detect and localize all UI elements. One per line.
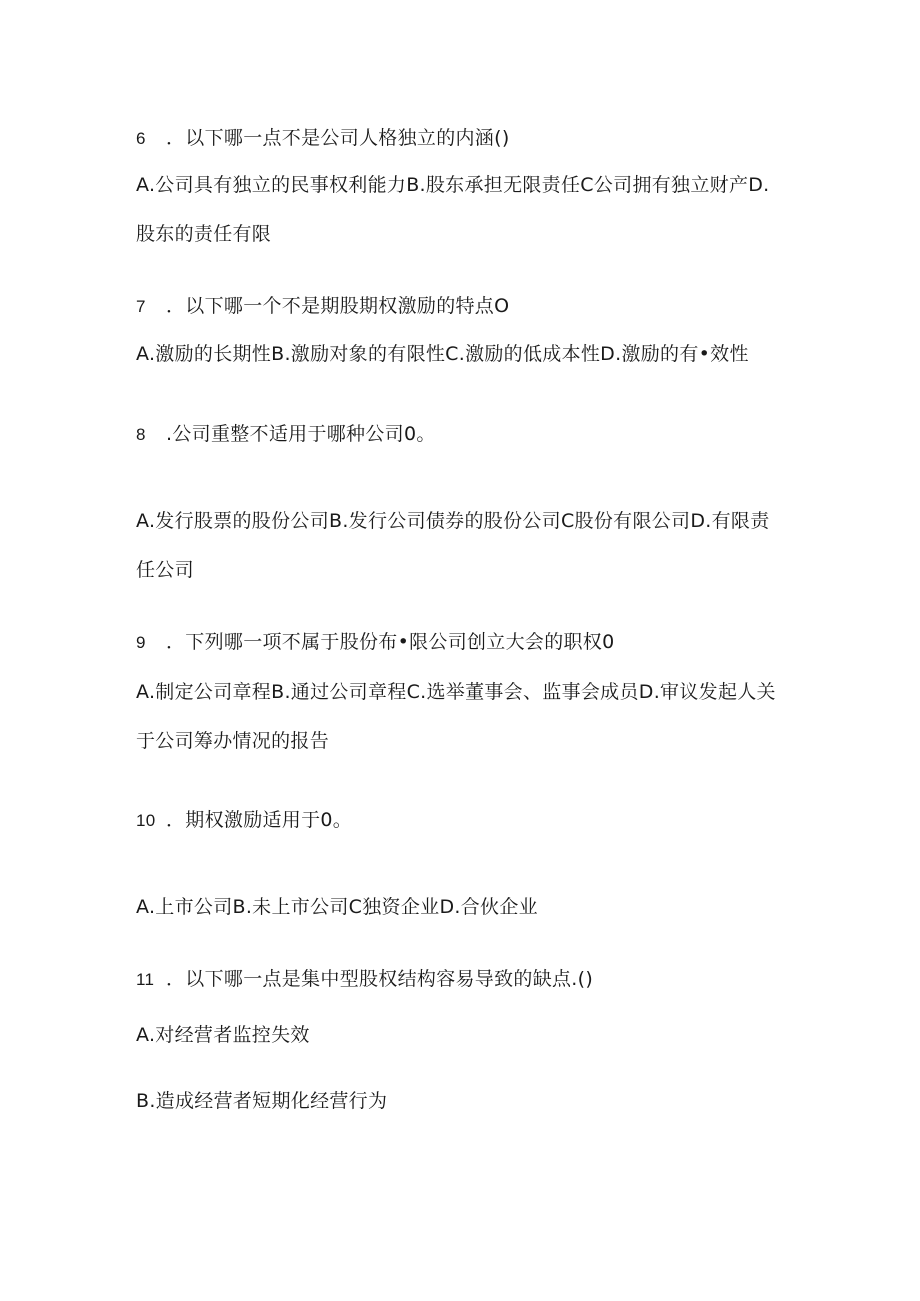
question-8-options-line-2: 任公司 — [136, 559, 194, 581]
question-text: ．以下哪一点是集中型股权结构容易导致的缺点.() — [166, 968, 594, 990]
question-8-options-line-1: A.发行股票的股份公司B.发行公司债券的股份公司C股份有限公司D.有限责 — [136, 510, 770, 532]
question-9-options-line-2: 于公司筹办情况的报告 — [136, 730, 330, 752]
question-6-options-line-2: 股东的责任有限 — [136, 223, 272, 245]
question-number: 8 — [136, 425, 146, 444]
question-text: ．以下哪一个不是期股期权激励的特点O — [166, 295, 510, 317]
question-10-stem — [136, 808, 352, 833]
question-6-options-line-1: A.公司具有独立的民事权利能力B.股东承担无限责任C公司拥有独立财产D. — [136, 174, 770, 196]
question-7-options-line-1: A.激励的长期性B.激励对象的有限性C.激励的低成本性D.激励的有•效性 — [136, 343, 749, 365]
question-number: 7 — [136, 297, 146, 316]
question-number: 9 — [136, 633, 146, 652]
question-text: ．下列哪一项不属于股份布•限公司创立大会的职权0 — [166, 631, 615, 653]
question-11-stem — [136, 967, 593, 992]
question-number: 11 — [136, 970, 155, 989]
question-9-options-line-1: A.制定公司章程B.通过公司章程C.选举董事会、监事会成员D.审议发起人关 — [136, 681, 776, 703]
question-11-option-a: A.对经营者监控失效 — [136, 1024, 310, 1046]
question-text: .公司重整不适用于哪种公司0。 — [166, 423, 436, 445]
question-number: 6 — [136, 129, 146, 148]
question-9-stem — [136, 630, 615, 655]
question-8-stem — [136, 422, 436, 447]
question-6-stem — [136, 126, 510, 151]
question-text: ．以下哪一点不是公司人格独立的内涵() — [166, 127, 510, 149]
question-text: ．期权激励适用于0。 — [166, 809, 353, 831]
question-10-options-line-1: A.上市公司B.未上市公司C独资企业D.合伙企业 — [136, 896, 538, 918]
question-11-option-b: B.造成经营者短期化经营行为 — [136, 1090, 388, 1112]
question-number: 10 — [136, 811, 156, 830]
question-7-stem — [136, 294, 509, 319]
